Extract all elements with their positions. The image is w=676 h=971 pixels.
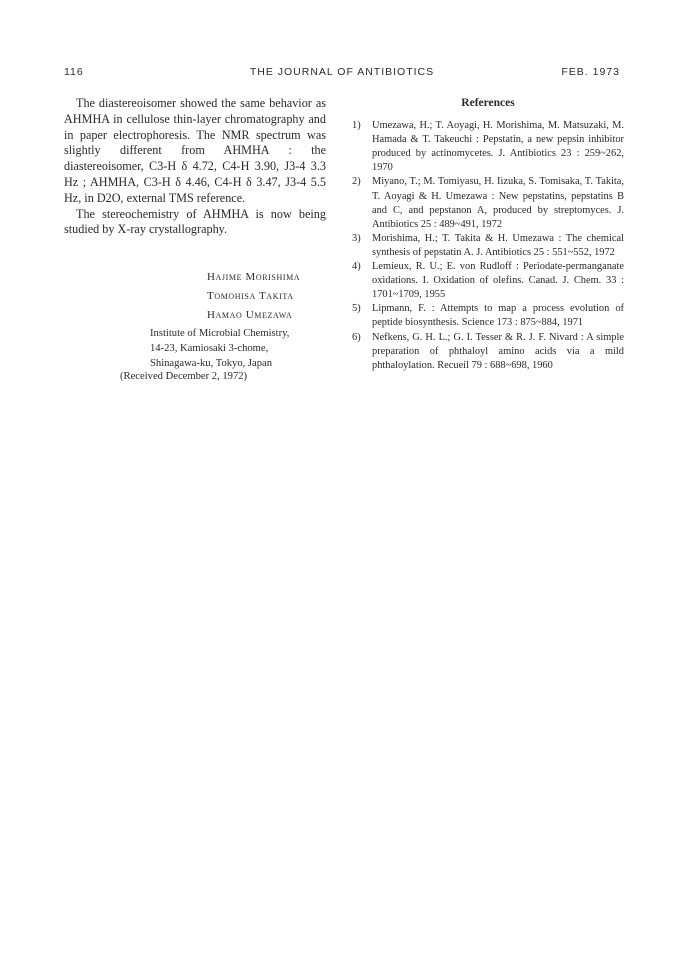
reference-text: Lipmann, F. : Attempts to map a process evolution of peptide biosynthesis. Science 173 : 875~884, 1971	[372, 303, 624, 329]
running-header	[64, 66, 620, 82]
reference-text: Nefkens, G. H. L.; G. I. Tesser & R. J. F. Nivard : A simple preparation of phthaloyl amino acids via a mild phthaloylation. Recueil 79 : 688~698, 1960	[372, 331, 624, 371]
page-number: 116	[64, 66, 84, 78]
reference-item	[352, 232, 624, 260]
reference-text: Lemieux, R. U.; E. von Rudloff : Periodate-permanganate oxidations. I. Oxidation of olefins. Canad. J. Chem. 33 : 1701~1709, 1955	[372, 261, 624, 301]
reference-item	[352, 302, 624, 330]
reference-item	[352, 119, 624, 175]
affiliation-line: 14-23, Kamiosaki 3-chome,	[150, 343, 269, 354]
author-name: Tomohisa Takita	[207, 290, 294, 302]
references-heading: References	[461, 97, 515, 109]
author-name: Hajime Morishima	[207, 271, 301, 283]
body-text	[64, 96, 326, 238]
reference-number: 4)	[352, 261, 361, 273]
issue-date: FEB. 1973	[561, 66, 620, 78]
reference-number: 6)	[352, 331, 361, 343]
reference-number: 3)	[352, 232, 361, 244]
affiliation	[150, 326, 289, 371]
reference-number: 2)	[352, 176, 361, 188]
reference-item	[352, 331, 624, 373]
reference-number: 1)	[352, 120, 361, 132]
reference-number: 5)	[352, 303, 361, 315]
reference-text: Morishima, H.; T. Takita & H. Umezawa : The chemical synthesis of pepstatin A. J. Antibiotics 25 : 551~552, 1972	[372, 232, 624, 258]
paragraph-stereochemistry: The stereochemistry of AHMHA is now being studied by X-ray crystallography.	[64, 206, 326, 237]
author-name: Hamao Umezawa	[207, 309, 293, 321]
affiliation-line: Shinagawa-ku, Tokyo, Japan	[150, 358, 273, 369]
received-date: (Received December 2, 1972)	[120, 371, 248, 382]
paragraph-diastereoisomer: The diastereoisomer showed the same behavior as AHMHA in cellulose thin-layer chromatography and in paper electrophoresis. The NMR spectrum was slightly different from AHMHA : the diastereoisomer, C3-H δ 4.72, C4-H 3.90, J3-4 3.3 Hz ; AHMHA, C3-H δ 4.46, C4-H δ 3.47, J3-4 5.5 Hz, in D2O, external TMS reference.	[64, 96, 326, 205]
reference-item	[352, 175, 624, 231]
reference-text: Miyano, T.; M. Tomiyasu, H. Iizuka, S. Tomisaka, T. Takita, T. Aoyagi & H. Umezawa : New pepstatins, pepstatins B and C, and pepstanon A, produced by streptomyces. J. Antibiotics 25 : 489~491, 1972	[372, 176, 624, 230]
reference-text: Umezawa, H.; T. Aoyagi, H. Morishima, M. Matsuzaki, M. Hamada & T. Takeuchi : Pepstatin, a new pepsin inhibitor produced by actinomycetes. J. Antibiotics 23 : 259~262, 1970	[372, 120, 624, 174]
references-section	[352, 96, 624, 373]
affiliation-line: Institute of Microbial Chemistry,	[150, 328, 290, 339]
reference-item	[352, 260, 624, 302]
author-list	[207, 268, 300, 325]
journal-title: THE JOURNAL OF ANTIBIOTICS	[249, 66, 435, 78]
